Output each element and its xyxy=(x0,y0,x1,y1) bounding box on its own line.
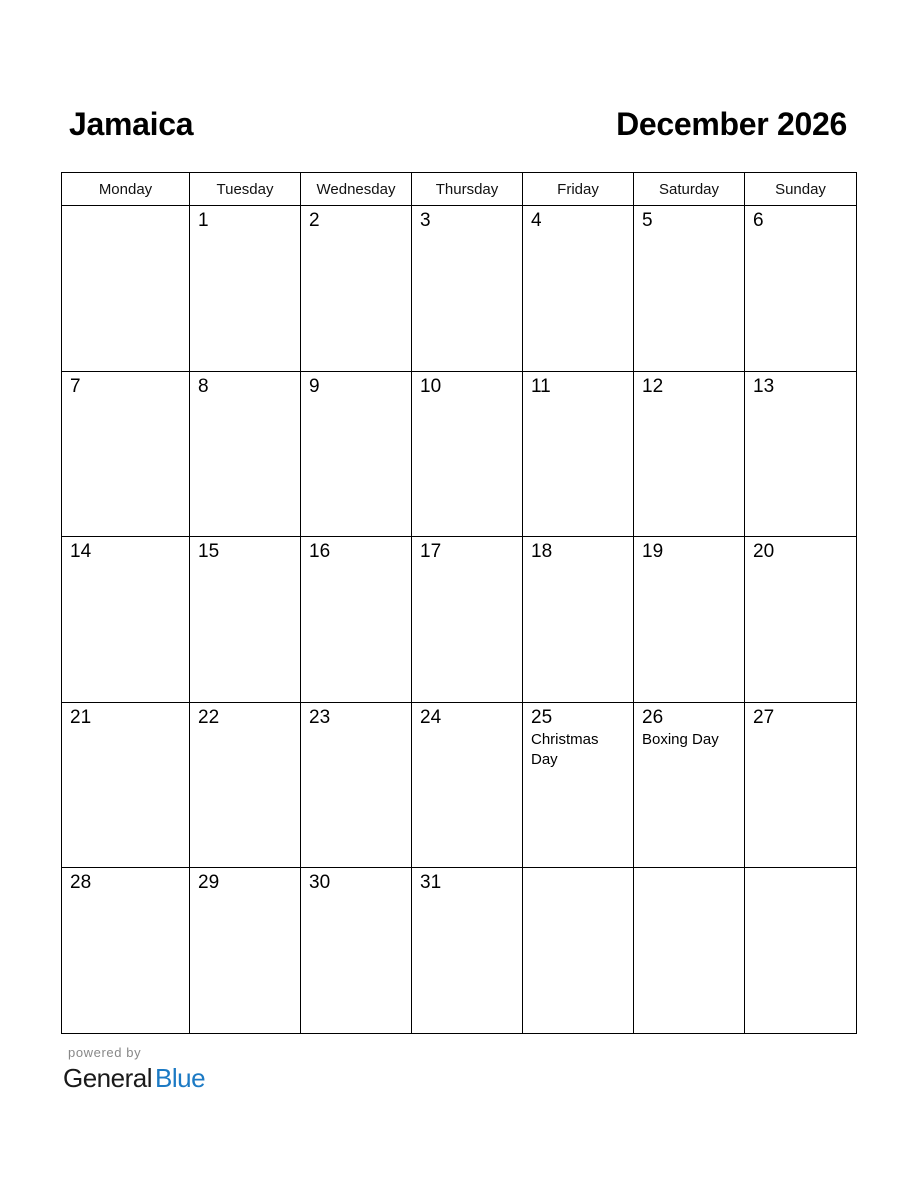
day-number: 30 xyxy=(309,872,331,894)
day-number xyxy=(62,206,189,210)
day-cell xyxy=(412,537,523,703)
day-number: 25 xyxy=(531,706,553,728)
day-number: 18 xyxy=(531,541,553,563)
day-number: 1 xyxy=(198,210,209,231)
day-number: 22 xyxy=(198,706,220,728)
day-cell-holiday xyxy=(634,702,745,868)
day-cell xyxy=(634,868,745,1034)
day-number: 28 xyxy=(70,872,92,894)
week-row-1 xyxy=(62,206,857,372)
day-cell xyxy=(62,868,190,1034)
day-number: 24 xyxy=(420,706,442,728)
day-cell xyxy=(523,206,634,372)
day-number: 15 xyxy=(198,541,220,563)
day-cell xyxy=(523,371,634,537)
holiday-label: Christmas Day xyxy=(531,730,599,768)
day-cell xyxy=(745,537,857,703)
day-number: 7 xyxy=(70,375,81,397)
day-cell xyxy=(412,371,523,537)
day-number: 11 xyxy=(531,375,551,397)
day-cell xyxy=(190,702,301,868)
day-number xyxy=(634,868,744,872)
day-number: 2 xyxy=(309,210,320,231)
day-number: 3 xyxy=(420,210,431,231)
weekday-header-row xyxy=(62,173,857,206)
country-title: Jamaica xyxy=(69,106,194,142)
day-cell xyxy=(412,868,523,1034)
day-cell xyxy=(301,868,412,1034)
day-cell xyxy=(412,206,523,372)
day-number: 12 xyxy=(642,375,664,397)
holiday-label: Boxing Day xyxy=(642,730,719,748)
day-cell xyxy=(745,371,857,537)
day-cell xyxy=(523,537,634,703)
day-cell xyxy=(62,206,190,372)
weekday-header-monday: Monday xyxy=(62,173,190,206)
day-number: 19 xyxy=(642,541,664,563)
day-cell xyxy=(301,206,412,372)
day-number: 14 xyxy=(70,541,92,563)
day-cell xyxy=(190,868,301,1034)
generalblue-logo[interactable] xyxy=(63,1062,205,1094)
day-cell xyxy=(301,371,412,537)
week-row-2 xyxy=(62,371,857,537)
day-cell xyxy=(412,702,523,868)
weekday-header-wednesday: Wednesday xyxy=(301,173,412,206)
day-cell xyxy=(190,371,301,537)
week-row-5 xyxy=(62,868,857,1034)
day-cell xyxy=(523,868,634,1034)
day-cell xyxy=(745,868,857,1034)
weekday-header-saturday: Saturday xyxy=(634,173,745,206)
day-number: 27 xyxy=(753,706,775,728)
day-cell xyxy=(301,702,412,868)
weekday-header-thursday: Thursday xyxy=(412,173,523,206)
day-number: 29 xyxy=(198,872,220,894)
calendar-grid xyxy=(61,172,857,1034)
month-year-title: December 2026 xyxy=(616,106,847,142)
day-cell xyxy=(62,537,190,703)
day-cell xyxy=(62,371,190,537)
day-cell xyxy=(634,537,745,703)
week-row-3 xyxy=(62,537,857,703)
day-number: 6 xyxy=(753,210,764,231)
day-cell xyxy=(745,206,857,372)
logo-text-blue: Blue xyxy=(155,1063,206,1093)
day-number: 13 xyxy=(753,375,775,397)
day-cell xyxy=(745,702,857,868)
day-number: 23 xyxy=(309,706,331,728)
day-number: 10 xyxy=(420,375,442,397)
powered-by-label: powered by xyxy=(68,1045,142,1060)
week-row-4 xyxy=(62,702,857,868)
day-number: 16 xyxy=(309,541,331,563)
day-cell xyxy=(190,206,301,372)
day-number: 5 xyxy=(642,210,653,231)
day-number: 20 xyxy=(753,541,775,563)
day-number: 26 xyxy=(642,706,664,728)
day-cell xyxy=(301,537,412,703)
day-number: 8 xyxy=(198,375,209,397)
weekday-header-sunday: Sunday xyxy=(745,173,857,206)
day-number xyxy=(745,868,856,872)
day-number: 17 xyxy=(420,541,442,563)
weekday-header-tuesday: Tuesday xyxy=(190,173,301,206)
day-cell xyxy=(62,702,190,868)
logo-text-general: General xyxy=(63,1063,152,1093)
day-cell-holiday xyxy=(523,702,634,868)
day-number: 4 xyxy=(531,210,542,231)
day-number xyxy=(523,868,633,872)
day-number: 21 xyxy=(70,706,92,728)
day-number: 9 xyxy=(309,375,320,397)
day-cell xyxy=(634,206,745,372)
day-cell xyxy=(634,371,745,537)
weekday-header-friday: Friday xyxy=(523,173,634,206)
day-cell xyxy=(190,537,301,703)
day-number: 31 xyxy=(420,872,442,894)
